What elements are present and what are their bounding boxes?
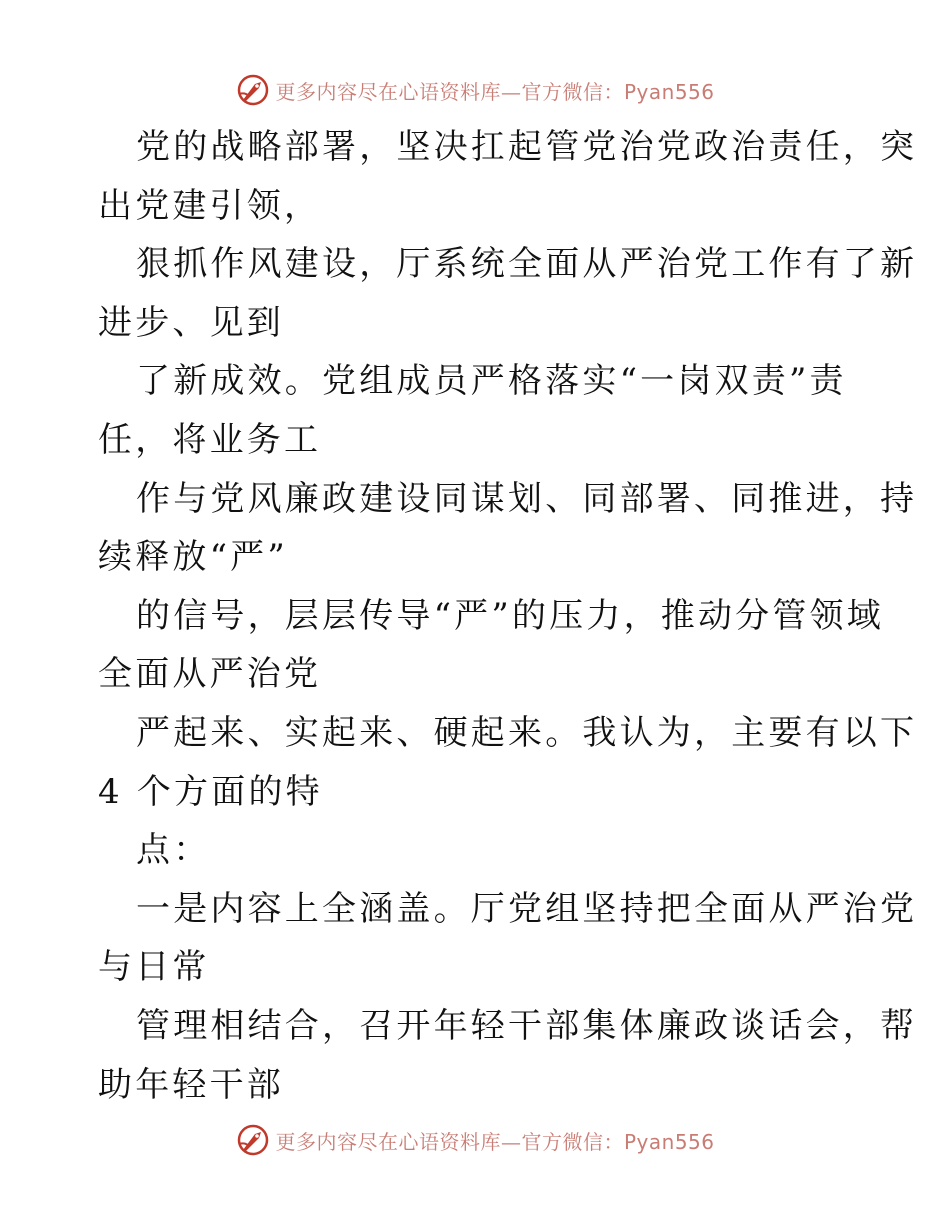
body-line: 了新成效。党组成员严格落实“一岗双责”责 [136, 361, 847, 402]
body-line: 4 个方面的特 [98, 771, 323, 812]
body-line: 狠抓作风建设，厅系统全面从严治党工作有了新 [136, 244, 918, 285]
body-line: 作与党风廉政建设同谋划、同部署、同推进，持 [136, 478, 918, 519]
body-line: 与日常 [98, 947, 210, 988]
banner-wechat-id: Pyan556 [623, 79, 715, 104]
body-line: 助年轻干部 [98, 1064, 284, 1105]
body-line: 党的战略部署，坚决扛起管党治党政治责任，突 [136, 127, 918, 167]
body-line: 管理相结合，召开年轻干部集体廉政谈话会，帮 [136, 1005, 918, 1046]
body-line: 一是内容上全涵盖。厅党组坚持把全面从严治党 [136, 888, 918, 929]
banner-site-name: 更多内容尽在心语资料库 [275, 79, 501, 104]
body-line: 进步、见到 [98, 302, 284, 343]
banner-wechat-label: 官方微信： [521, 79, 624, 104]
banner-wechat-id: Pyan556 [623, 1129, 715, 1154]
footer-banner [0, 1120, 950, 1160]
banner-wechat-label: 官方微信： [521, 1129, 624, 1154]
header-banner-text [275, 76, 714, 105]
footer-banner-text [275, 1126, 714, 1155]
body-line: 全面从严治党 [98, 654, 322, 695]
banner-dash: — [500, 79, 522, 104]
banner-site-name: 更多内容尽在心语资料库 [275, 1129, 501, 1154]
body-line: 出党建引领， [98, 185, 322, 226]
banner-dash: — [500, 1129, 522, 1154]
pen-nib-seal-icon [235, 72, 271, 108]
document-body [98, 118, 918, 1114]
body-line: 续释放“严” [98, 537, 288, 578]
body-line: 的信号，层层传导“严”的压力，推动分管领域 [136, 595, 884, 636]
body-line: 点： [136, 830, 211, 871]
header-banner [0, 70, 950, 110]
body-line: 严起来、实起来、硬起来。我认为，主要有以下 [136, 712, 918, 753]
pen-nib-seal-icon [235, 1122, 271, 1158]
body-line: 任，将业务工 [98, 419, 322, 460]
